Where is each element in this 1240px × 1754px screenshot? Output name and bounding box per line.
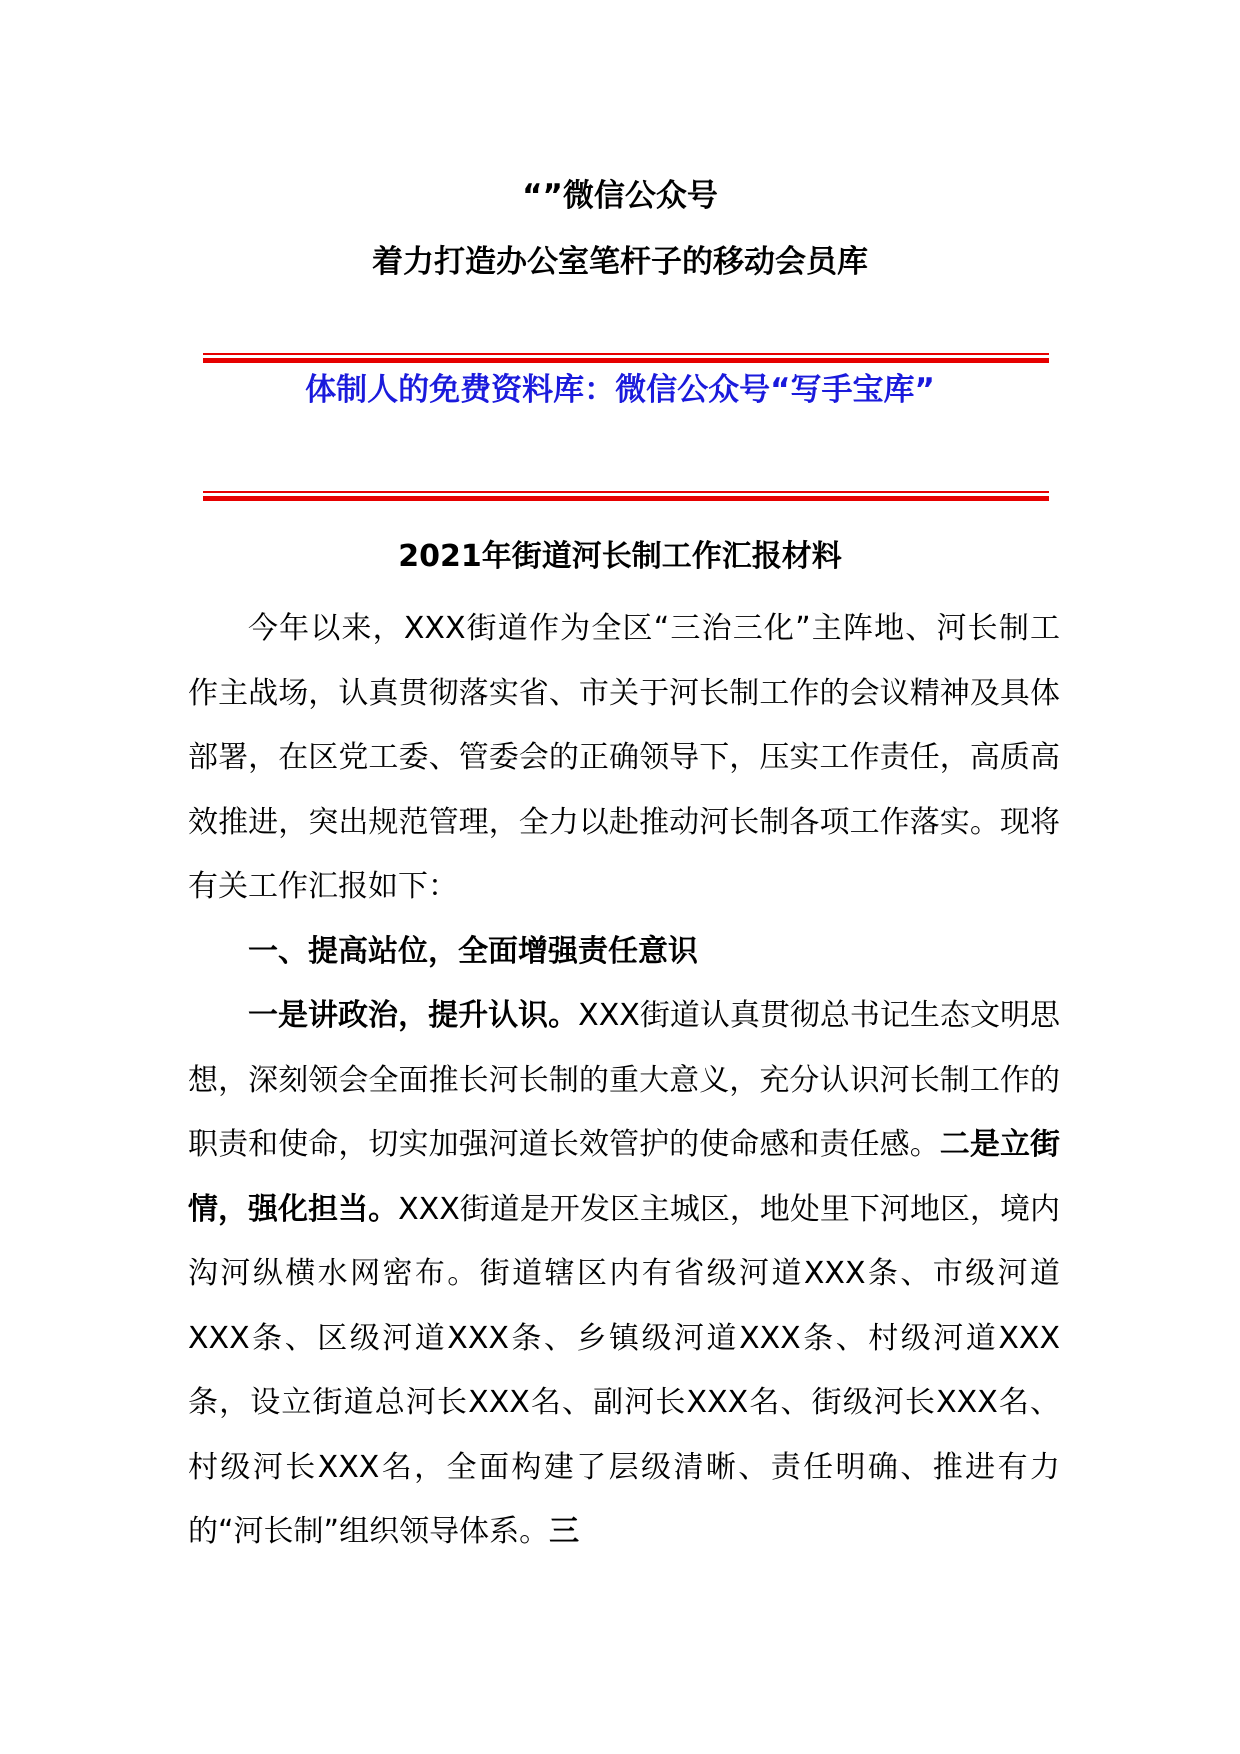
red-divider-top (203, 353, 1049, 363)
promo-banner: 体制人的免费资料库：微信公众号“写手宝库” (305, 372, 935, 408)
header-line-1: “”微信公众号 (522, 178, 718, 214)
red-divider-bottom (203, 491, 1049, 501)
intro-paragraph: 今年以来，XXX街道作为全区“三治三化”主阵地、河长制工作主战场，认真贯彻落实省、市关于河长制工作的会议精神及具体部署，在区党工委、管委会的正确领导下，压实工作责任，高质高效推进，突出规范管理，全力以赴推动河长制各项工作落实。现将有关工作汇报如下： (188, 611, 1060, 904)
section-heading-1: 一、提高站位，全面增强责任意识 (248, 933, 698, 969)
point-1-label: 一是讲政治，提升认识。 (248, 998, 579, 1033)
header-line-2: 着力打造办公室笔杆子的移动会员库 (372, 244, 868, 280)
section-1-paragraph (188, 984, 1060, 1565)
document-title: 2021年街道河长制工作汇报材料 (398, 539, 842, 574)
point-1-text: XXX街道认真贯彻总书记生态文明思想，深刻领会全面推长河长制的重大意义，充分认识河长制工作的职责和使命，切实加强河道长效管护的使命感和责任感。 (188, 998, 1061, 1162)
point-3-label-start: 三 (549, 1514, 580, 1549)
point-2-label: 二是立街情，强化担当。 (188, 1127, 1061, 1227)
point-2-text: XXX街道是开发区主城区，地处里下河地区，境内沟河纵横水网密布。街道辖区内有省级河道XXX条、市级河道XXX条、区级河道XXX条、乡镇级河道XXX条、村级河道XXX条，设立街道总河长XXX名、副河长XXX名、街级河长XXX名、村级河长XXX名，全面构建了层级清晰、责任明确、推进有力的“河长制”组织领导体系。 (188, 1191, 1061, 1549)
document-body (188, 597, 1060, 1565)
